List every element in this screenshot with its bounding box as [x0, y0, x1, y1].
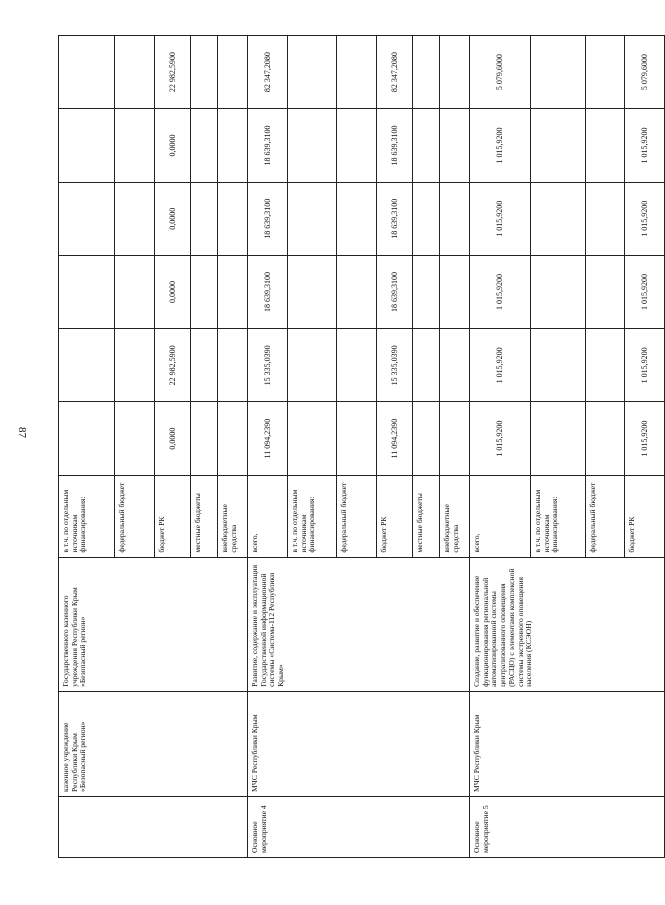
cell-amount: 11 094,2390	[248, 402, 288, 475]
cell-amount: 1 015,9200	[470, 182, 531, 255]
cell-source: в т.ч. по отдельным источникам финансирования:	[531, 475, 586, 557]
cell-name: Развитие, содержание и эксплуатация Государственной информационной системы «Система-112 Республики Крым»	[248, 557, 470, 691]
cell-amount	[115, 255, 155, 328]
cell-amount	[586, 36, 625, 109]
cell-amount: 1 015,9200	[625, 402, 665, 475]
cell-executor: МЧС Республики Крым	[470, 691, 665, 796]
cell-amount	[59, 182, 115, 255]
cell-source: всего,	[248, 475, 288, 557]
cell-amount	[191, 36, 218, 109]
cell-amount	[115, 182, 155, 255]
cell-amount	[218, 329, 248, 402]
cell-amount	[59, 402, 115, 475]
cell-source: федеральный бюджет	[337, 475, 377, 557]
cell-name: Государственного казенного учреждения Республики Крым «Безопасный регион»	[59, 557, 248, 691]
cell-amount	[413, 109, 440, 182]
cell-source: внебюджетные средства	[218, 475, 248, 557]
cell-amount: 18 639,3100	[377, 255, 413, 328]
cell-amount	[59, 329, 115, 402]
cell-amount	[586, 402, 625, 475]
cell-amount	[440, 329, 470, 402]
cell-source: в т.ч. по отдельным источникам финансирования:	[288, 475, 337, 557]
cell-amount: 82 347,2080	[377, 36, 413, 109]
cell-amount: 1 015,9200	[470, 402, 531, 475]
cell-amount: 1 015,9200	[625, 109, 665, 182]
cell-amount: 1 015,9200	[625, 255, 665, 328]
cell-amount: 1 015,9200	[470, 109, 531, 182]
cell-amount	[440, 182, 470, 255]
cell-amount	[288, 182, 337, 255]
cell-amount: 5 079,6000	[625, 36, 665, 109]
cell-amount	[413, 329, 440, 402]
cell-amount	[218, 36, 248, 109]
cell-amount	[59, 255, 115, 328]
cell-amount	[440, 109, 470, 182]
cell-amount	[440, 36, 470, 109]
cell-source: федеральный бюджет	[586, 475, 625, 557]
cell-amount	[337, 36, 377, 109]
cell-amount: 18 639,3100	[248, 255, 288, 328]
cell-amount: 22 982,5900	[155, 329, 191, 402]
cell-amount: 15 335,0390	[377, 329, 413, 402]
cell-amount: 18 639,3100	[248, 109, 288, 182]
cell-amount	[191, 255, 218, 328]
cell-amount: 11 094,2390	[377, 402, 413, 475]
cell-source: бюджет РК	[625, 475, 665, 557]
cell-amount: 22 982,5900	[155, 36, 191, 109]
cell-amount: 0,0000	[155, 255, 191, 328]
cell-executor: казенное учреждение Республики Крым «Безопасный регион»	[59, 691, 248, 796]
cell-amount	[59, 109, 115, 182]
cell-amount	[218, 402, 248, 475]
cell-amount	[191, 109, 218, 182]
cell-amount: 5 079,6000	[470, 36, 531, 109]
table-row	[59, 36, 115, 858]
cell-amount	[337, 402, 377, 475]
cell-amount	[531, 255, 586, 328]
cell-amount	[413, 402, 440, 475]
cell-amount	[115, 402, 155, 475]
cell-amount	[288, 329, 337, 402]
table-row	[470, 36, 531, 858]
cell-amount	[288, 109, 337, 182]
cell-source: федеральный бюджет	[115, 475, 155, 557]
cell-amount	[191, 182, 218, 255]
cell-amount: 18 639,3100	[248, 182, 288, 255]
cell-stage: Основное мероприятие 4	[248, 796, 470, 857]
cell-source: бюджет РК	[377, 475, 413, 557]
page-number: 87	[16, 427, 28, 438]
cell-name: Создание, развитие и обеспечение функционирования региональной автоматизированной системы централизованного оповещения (РАСЦО) с элементами комплексной системы экстренного оповещения населения (КСЭОН)	[470, 557, 665, 691]
budget-table	[58, 35, 665, 858]
cell-amount	[115, 109, 155, 182]
cell-amount	[288, 255, 337, 328]
cell-amount	[218, 182, 248, 255]
cell-amount: 1 015,9200	[625, 329, 665, 402]
cell-amount	[531, 109, 586, 182]
cell-amount	[288, 36, 337, 109]
cell-amount	[413, 182, 440, 255]
cell-amount: 1 015,9200	[470, 255, 531, 328]
cell-source: всего,	[470, 475, 531, 557]
cell-amount	[413, 36, 440, 109]
cell-source: бюджет РК	[155, 475, 191, 557]
cell-amount	[531, 182, 586, 255]
cell-amount	[191, 402, 218, 475]
cell-amount: 1 015,9200	[625, 182, 665, 255]
cell-amount	[59, 36, 115, 109]
cell-amount: 18 639,3100	[377, 182, 413, 255]
cell-amount: 0,0000	[155, 182, 191, 255]
cell-amount: 1 015,9200	[470, 329, 531, 402]
cell-amount	[115, 329, 155, 402]
cell-amount	[531, 329, 586, 402]
rotated-page	[58, 35, 649, 858]
cell-amount: 15 335,0390	[248, 329, 288, 402]
cell-amount	[337, 255, 377, 328]
cell-source: местные бюджеты	[191, 475, 218, 557]
cell-amount	[586, 182, 625, 255]
cell-source: внебюджетные средства	[440, 475, 470, 557]
cell-amount	[586, 255, 625, 328]
cell-source: в т.ч. по отдельным источникам финансирования:	[59, 475, 115, 557]
table-row	[248, 36, 288, 858]
cell-amount	[337, 109, 377, 182]
cell-amount: 0,0000	[155, 402, 191, 475]
cell-amount	[218, 255, 248, 328]
cell-amount	[586, 109, 625, 182]
cell-amount	[115, 36, 155, 109]
cell-amount: 18 639,3100	[377, 109, 413, 182]
cell-amount	[586, 329, 625, 402]
cell-amount	[440, 255, 470, 328]
cell-amount	[337, 182, 377, 255]
cell-amount	[531, 36, 586, 109]
cell-amount	[191, 329, 218, 402]
cell-amount	[531, 402, 586, 475]
cell-amount	[288, 402, 337, 475]
cell-amount	[413, 255, 440, 328]
cell-executor: МЧС Республики Крым	[248, 691, 470, 796]
cell-amount	[218, 109, 248, 182]
cell-stage	[59, 796, 248, 857]
cell-source: местные бюджеты	[413, 475, 440, 557]
cell-amount	[440, 402, 470, 475]
cell-amount	[337, 329, 377, 402]
cell-amount: 0,0000	[155, 109, 191, 182]
cell-amount: 82 347,2080	[248, 36, 288, 109]
cell-stage: Основное мероприятие 5	[470, 796, 665, 857]
